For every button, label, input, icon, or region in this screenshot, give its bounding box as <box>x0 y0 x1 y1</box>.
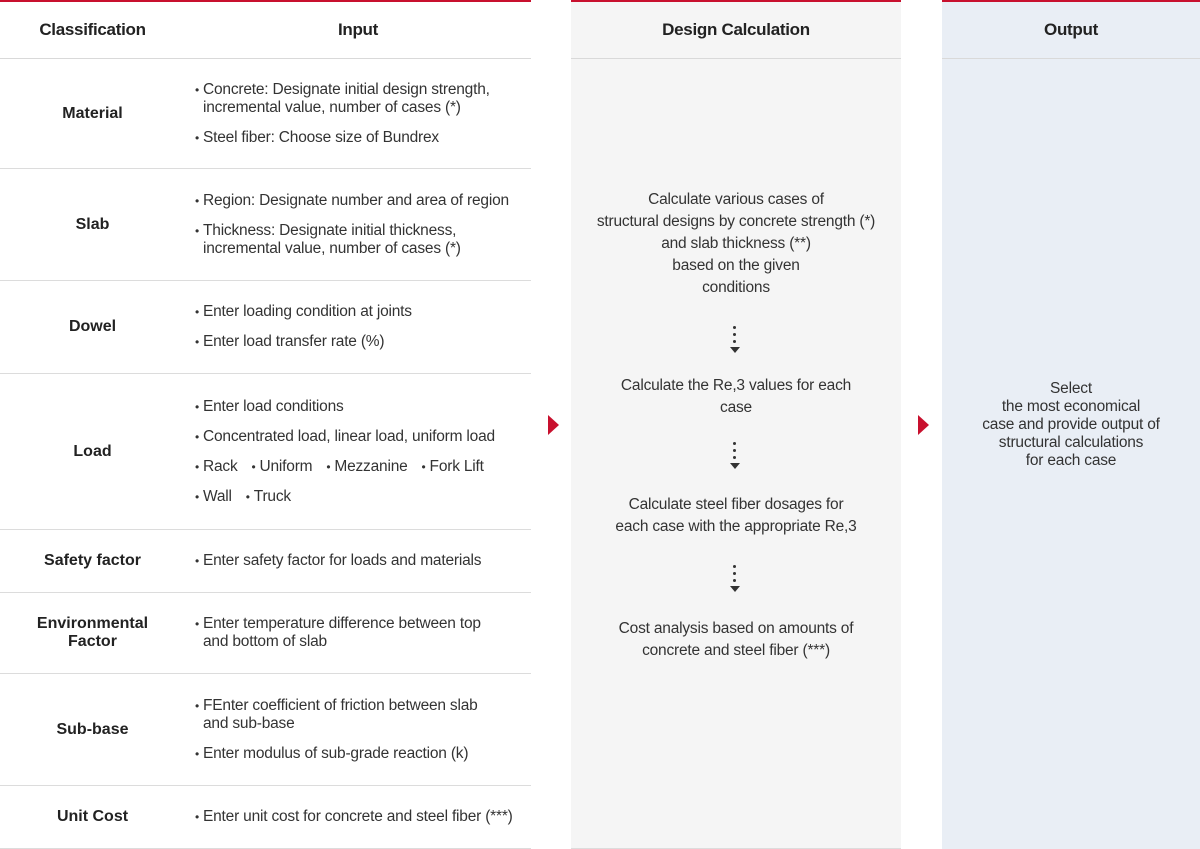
table-row <box>0 281 531 374</box>
input-cell <box>195 374 527 529</box>
output-panel <box>942 0 1200 849</box>
flow-arrow-icon <box>918 415 929 435</box>
design-calculation-panel <box>571 0 901 849</box>
table-row <box>0 530 531 593</box>
input-bullet: • FEnter coefficient of friction between slab and sub-base <box>195 697 527 733</box>
classification-cell: Environmental Factor <box>36 615 149 650</box>
input-bullet: • Concrete: Designate initial design strength, incremental value, number of cases (*) <box>195 81 527 117</box>
design-calculation-header-row <box>571 2 901 59</box>
classification-cell: Safety factor <box>44 552 141 569</box>
load-type-item: • Mezzanine <box>326 458 407 476</box>
load-type-item: • Fork Lift <box>422 458 484 476</box>
table-row <box>0 169 531 281</box>
input-bullet: • Region: Designate number and area of region <box>195 192 527 210</box>
input-table <box>0 0 531 849</box>
input-bullet: • Concentrated load, linear load, uniform load <box>195 428 527 446</box>
table-row <box>0 674 531 786</box>
table-row <box>0 593 531 674</box>
load-type-item: • Uniform <box>252 458 313 476</box>
input-bullet: • Enter modulus of sub-grade reaction (k) <box>195 745 527 763</box>
flow-arrow-icon <box>548 415 559 435</box>
input-bullet: • Thickness: Designate initial thickness, incremental value, number of cases (*) <box>195 222 527 258</box>
input-bullet: • Enter temperature difference between top and bottom of slab <box>195 615 527 651</box>
load-type-item: • Truck <box>246 488 291 506</box>
design-calculation-header: Design Calculation <box>662 20 810 39</box>
input-header: Input <box>337 20 379 39</box>
design-step: Calculate the Re,3 values for each case <box>620 377 852 416</box>
input-bullet: • Enter safety factor for loads and materials <box>195 552 527 570</box>
output-header-row <box>942 2 1200 59</box>
input-bullet: • Steel fiber: Choose size of Bundrex <box>195 129 527 147</box>
input-bullet: • Enter load conditions <box>195 398 527 416</box>
input-cell <box>195 281 527 373</box>
classification-cell: Dowel <box>68 318 117 335</box>
input-cell <box>195 59 527 168</box>
output-header: Output <box>1044 20 1098 39</box>
input-cell <box>195 593 527 673</box>
table-row <box>0 374 531 530</box>
load-type-item: • Rack <box>195 458 238 476</box>
classification-cell: Slab <box>75 215 110 233</box>
output-description: Select the most economical case and provide output of structural calculations for each case <box>982 380 1160 469</box>
load-type-list <box>195 458 527 476</box>
input-bullet: • Enter unit cost for concrete and steel fiber (***) <box>195 808 527 826</box>
input-cell <box>195 786 527 848</box>
input-cell <box>195 674 527 785</box>
design-step: Calculate steel fiber dosages for each case with the appropriate Re,3 <box>615 496 857 535</box>
table-row <box>0 786 531 849</box>
load-type-item: • Wall <box>195 488 232 506</box>
input-bullet: • Enter loading condition at joints <box>195 303 527 321</box>
input-table-header <box>0 2 531 59</box>
input-bullet: • Enter load transfer rate (%) <box>195 333 527 351</box>
load-type-list <box>195 488 527 506</box>
table-row <box>0 59 531 169</box>
classification-cell: Sub-base <box>56 720 129 738</box>
design-step: Calculate various cases of structural designs by concrete strength (*) and slab thickness (**) based on the given conditions <box>596 191 876 296</box>
classification-cell: Load <box>73 442 112 460</box>
input-cell <box>195 169 527 280</box>
classification-header: Classification <box>39 20 146 39</box>
design-step: Cost analysis based on amounts of concrete and steel fiber (***) <box>618 620 854 659</box>
classification-cell: Material <box>62 104 123 122</box>
input-cell <box>195 530 527 592</box>
classification-cell: Unit Cost <box>56 808 129 825</box>
